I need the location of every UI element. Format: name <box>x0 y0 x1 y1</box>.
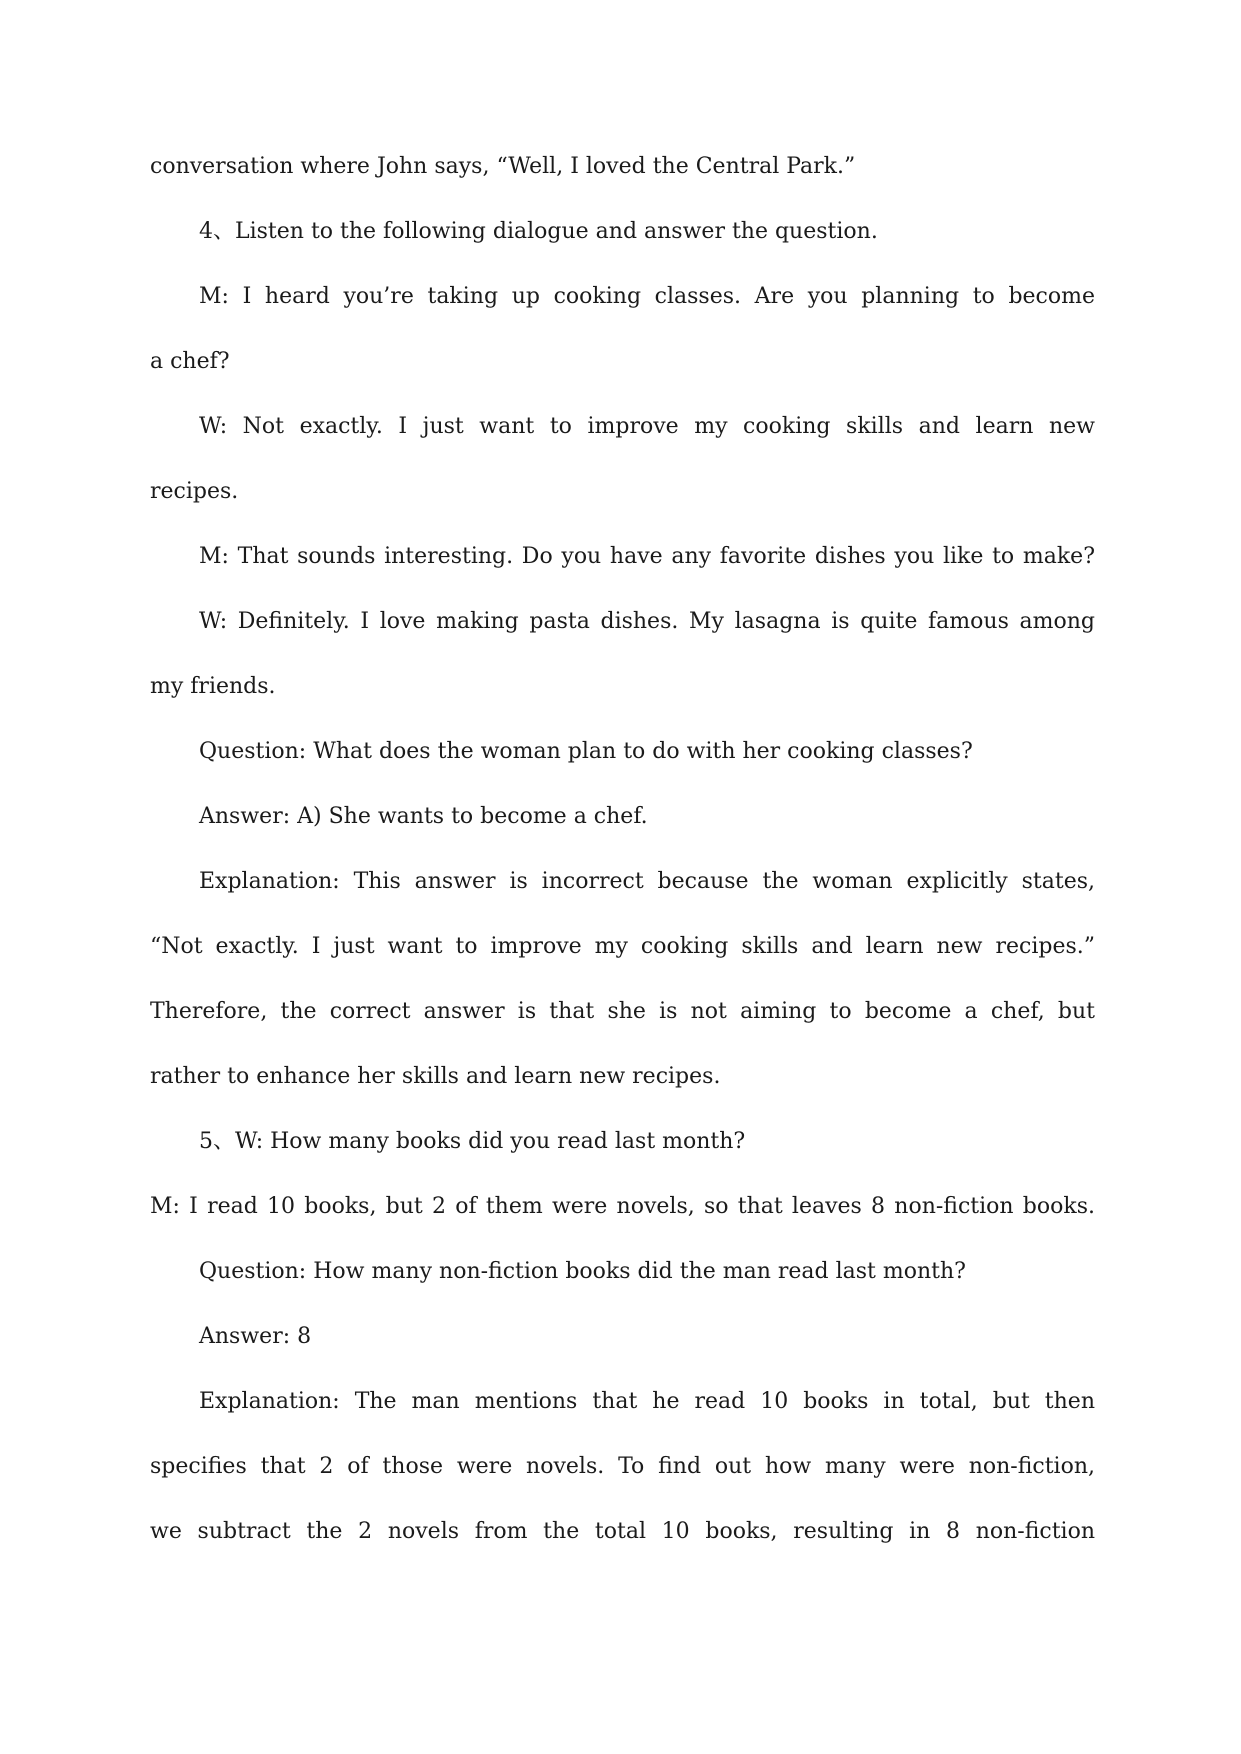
explanation-line: Explanation: The man mentions that he read 10 books in total, but then <box>199 1389 1095 1414</box>
text-line: W: Not exactly. I just want to improve my cooking skills and learn new <box>199 414 1095 439</box>
text-line: M: I heard you’re taking up cooking classes. Are you planning to become <box>199 284 1095 309</box>
question-heading: 5、W: How many books did you read last month? <box>199 1129 746 1154</box>
question-line: Question: What does the woman plan to do with her cooking classes? <box>199 739 973 764</box>
text-line: M: That sounds interesting. Do you have any favorite dishes you like to make? <box>199 544 1095 569</box>
question-heading: 4、Listen to the following dialogue and answer the question. <box>199 219 878 244</box>
explanation-line: Explanation: This answer is incorrect because the woman explicitly states, <box>199 869 1095 894</box>
text-line: conversation where John says, “Well, I loved the Central Park.” <box>150 154 856 179</box>
answer-line: Answer: A) She wants to become a chef. <box>199 804 648 829</box>
text-line: my friends. <box>150 674 276 699</box>
answer-line: Answer: 8 <box>199 1324 312 1349</box>
text-line: specifies that 2 of those were novels. To find out how many were non-fiction, <box>150 1454 1095 1479</box>
question-line: Question: How many non-fiction books did the man read last month? <box>199 1259 966 1284</box>
text-line: W: Definitely. I love making pasta dishes. My lasagna is quite famous among <box>199 609 1095 634</box>
text-line: M: I read 10 books, but 2 of them were novels, so that leaves 8 non-fiction books. <box>150 1194 1095 1219</box>
text-line: a chef? <box>150 349 230 374</box>
text-line: Therefore, the correct answer is that she is not aiming to become a chef, but <box>150 999 1095 1024</box>
text-line: rather to enhance her skills and learn new recipes. <box>150 1064 721 1089</box>
text-line: recipes. <box>150 479 239 504</box>
text-line: “Not exactly. I just want to improve my cooking skills and learn new recipes.” <box>150 934 1095 959</box>
text-line: we subtract the 2 novels from the total 10 books, resulting in 8 non-fiction <box>150 1519 1095 1544</box>
